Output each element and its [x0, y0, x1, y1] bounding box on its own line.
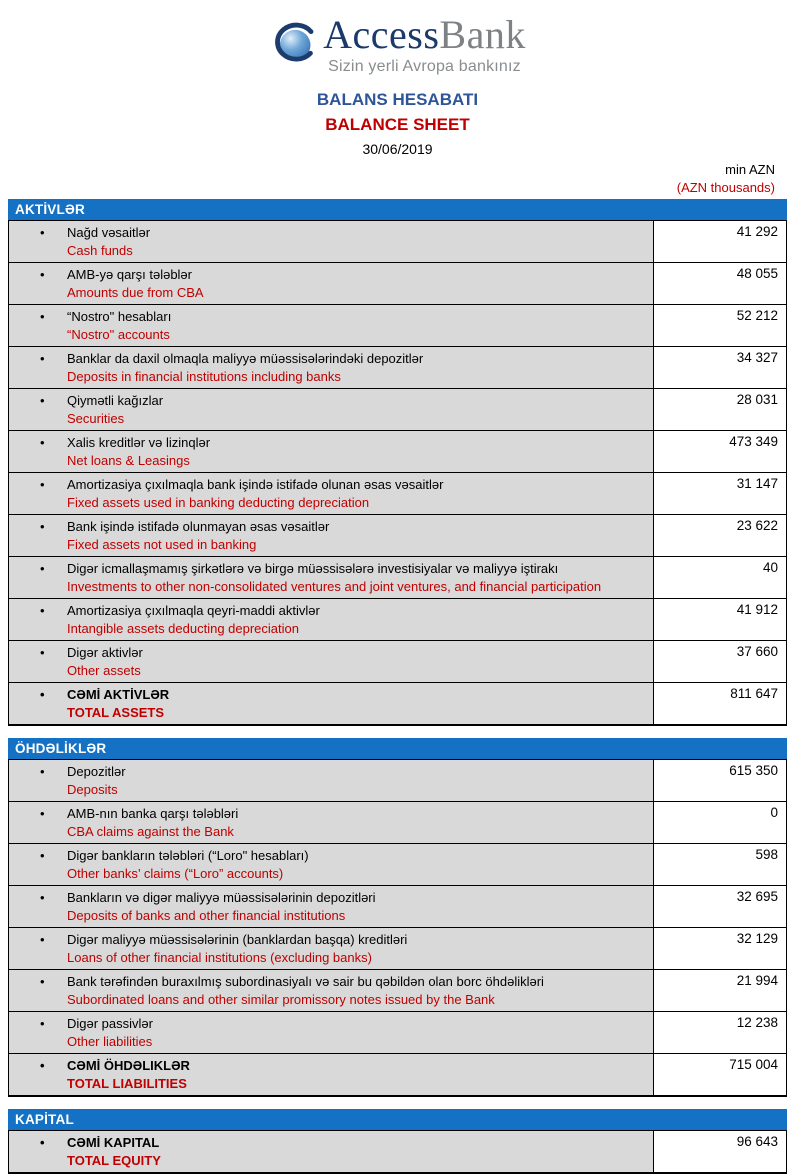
row-label-en: Deposits: [67, 781, 118, 797]
row-label-az: Digər aktivlər: [67, 645, 143, 660]
row-labels: [67, 391, 649, 427]
bullet-icon: •: [40, 435, 45, 450]
section-header: [8, 199, 787, 220]
row-label-en: Other liabilities: [67, 1033, 153, 1049]
row-value: 34 327: [653, 347, 786, 388]
row-label-az: Bankların və digər maliyyə müəssisələrinin depozitləri: [67, 890, 376, 905]
bullet-icon: •: [40, 806, 45, 821]
row-labels: [67, 517, 649, 553]
table-row: [9, 472, 786, 514]
row-labels: [67, 307, 649, 343]
bullet-icon: •: [40, 225, 45, 240]
balance-section: [8, 199, 787, 726]
table-row: [9, 304, 786, 346]
row-label-cell: [9, 683, 653, 724]
row-label-en: TOTAL LIABILITIES: [67, 1075, 187, 1091]
row-value: 715 004: [653, 1054, 786, 1095]
row-label-az: “Nostro" hesabları: [67, 309, 172, 324]
row-label-en: Deposits of banks and other financial institutions: [67, 907, 346, 923]
report-date: 30/06/2019: [362, 141, 433, 157]
table-row: [9, 801, 786, 843]
row-label-cell: [9, 928, 653, 969]
row-label-en: Net loans & Leasings: [67, 452, 190, 468]
row-label-az: Bank işində istifadə olunmayan əsas vəsaitlər: [67, 519, 330, 534]
accessbank-logo: [8, 12, 787, 76]
row-label-az: Nağd vəsaitlər: [67, 225, 151, 240]
row-label-az: Amortizasiya çıxılmaqla qeyri-maddi aktivlər: [67, 603, 320, 618]
row-label-cell: [9, 641, 653, 682]
table-row: [9, 969, 786, 1011]
row-label-en: Other assets: [67, 662, 141, 678]
row-label-cell: [9, 1131, 653, 1172]
row-value: 48 055: [653, 263, 786, 304]
bullet-icon: •: [40, 477, 45, 492]
row-labels: [67, 972, 649, 1008]
row-value: 32 695: [653, 886, 786, 927]
bullet-icon: •: [40, 764, 45, 779]
table-row: [9, 927, 786, 969]
table-row: [9, 1011, 786, 1053]
row-label-az: Digər maliyyə müəssisələrinin (banklardan başqa) kreditləri: [67, 932, 408, 947]
bullet-icon: •: [40, 1135, 45, 1150]
row-label-en: Fixed assets used in banking deducting depreciation: [67, 494, 370, 510]
balance-section: [8, 738, 787, 1097]
row-label-az: AMB-nın banka qarşı tələbləri: [67, 806, 239, 821]
row-label-cell: [9, 844, 653, 885]
row-labels: [67, 223, 649, 259]
row-labels: [67, 1056, 649, 1092]
bullet-icon: •: [40, 351, 45, 366]
brand-tagline: Sizin yerli Avropa bankınız: [328, 58, 521, 75]
row-label-az: Depozitlər: [67, 764, 126, 779]
row-label-az: Bank tərəfindən buraxılmış subordinasiyalı və sair bu qəbildən olan borc öhdəlikləri: [67, 974, 544, 989]
row-label-cell: [9, 802, 653, 843]
row-label-az: Digər icmallaşmamış şirkətlərə və birgə müəssisələrə investisiyalar və maliyyə iştirakı: [67, 561, 559, 576]
row-label-cell: [9, 515, 653, 556]
bullet-icon: •: [40, 309, 45, 324]
row-label-az: Digər passivlər: [67, 1016, 153, 1031]
table-row: [9, 346, 786, 388]
row-labels: [67, 643, 649, 679]
row-labels: [67, 559, 649, 595]
row-label-en: Other banks’ claims (“Loro” accounts): [67, 865, 284, 881]
bullet-icon: •: [40, 974, 45, 989]
row-label-en: Loans of other financial institutions (excluding banks): [67, 949, 372, 965]
globe-icon: [269, 18, 319, 73]
row-labels: [67, 1014, 649, 1050]
logo-text-block: [323, 12, 526, 76]
row-label-az: CƏMİ KAPITAL: [67, 1135, 160, 1150]
row-label-cell: [9, 389, 653, 430]
section-body: [8, 759, 787, 1097]
table-row: [9, 885, 786, 927]
row-value: 23 622: [653, 515, 786, 556]
row-value: 41 912: [653, 599, 786, 640]
row-label-en: CBA claims against the Bank: [67, 823, 234, 839]
row-label-az: Amortizasiya çıxılmaqla bank işində istifadə olunan əsas vəsaitlər: [67, 477, 444, 492]
row-label-az: Qiymətli kağızlar: [67, 393, 164, 408]
row-value: 811 647: [653, 683, 786, 724]
row-value: 41 292: [653, 221, 786, 262]
brand-bank: Bank: [439, 12, 526, 57]
brand-name: [323, 12, 526, 58]
table-row: [9, 514, 786, 556]
row-value: 96 643: [653, 1131, 786, 1172]
row-label-az: CƏMİ ÖHDƏLIKLƏR: [67, 1058, 190, 1073]
balance-table: [8, 199, 787, 1174]
bullet-icon: •: [40, 848, 45, 863]
row-value: 615 350: [653, 760, 786, 801]
row-labels: [67, 804, 649, 840]
section-title: KAPİTAL: [15, 1112, 74, 1127]
row-labels: [67, 685, 649, 721]
table-row: [9, 640, 786, 682]
row-value: 12 238: [653, 1012, 786, 1053]
bullet-icon: •: [40, 267, 45, 282]
brand-access: Access: [323, 12, 440, 57]
row-label-en: Intangible assets deducting depreciation: [67, 620, 299, 636]
row-label-en: Deposits in financial institutions including banks: [67, 368, 341, 384]
balance-section: [8, 1109, 787, 1174]
section-header: [8, 1109, 787, 1130]
row-labels: [67, 930, 649, 966]
section-title: AKTİVLƏR: [15, 202, 85, 217]
bullet-icon: •: [40, 645, 45, 660]
row-labels: [67, 846, 649, 882]
row-label-cell: [9, 1054, 653, 1095]
row-label-en: TOTAL ASSETS: [67, 704, 165, 720]
row-label-az: Digər bankların tələbləri (“Loro" hesabları): [67, 848, 309, 863]
unit-label-az: min AZN: [725, 162, 775, 177]
row-value: 0: [653, 802, 786, 843]
row-value: 473 349: [653, 431, 786, 472]
table-row: [9, 682, 786, 724]
row-label-cell: [9, 305, 653, 346]
table-row: [9, 598, 786, 640]
row-value: 598: [653, 844, 786, 885]
row-label-en: Cash funds: [67, 242, 133, 258]
table-row: [9, 1053, 786, 1095]
section-body: [8, 1130, 787, 1174]
row-label-cell: [9, 557, 653, 598]
row-label-az: Banklar da daxil olmaqla maliyyə müəssisələrindəki depozitlər: [67, 351, 424, 366]
row-label-en: Amounts due from CBA: [67, 284, 204, 300]
bullet-icon: •: [40, 1016, 45, 1031]
row-label-cell: [9, 1012, 653, 1053]
row-label-cell: [9, 221, 653, 262]
row-labels: [67, 762, 649, 798]
row-value: 32 129: [653, 928, 786, 969]
bullet-icon: •: [40, 890, 45, 905]
bullet-icon: •: [40, 519, 45, 534]
table-row: [9, 262, 786, 304]
units-block: [8, 161, 787, 197]
row-labels: [67, 1133, 649, 1169]
row-label-en: “Nostro" accounts: [67, 326, 170, 342]
table-row: [9, 1131, 786, 1172]
row-labels: [67, 601, 649, 637]
bullet-icon: •: [40, 393, 45, 408]
bullet-icon: •: [40, 1058, 45, 1073]
table-row: [9, 843, 786, 885]
row-label-cell: [9, 599, 653, 640]
table-row: [9, 760, 786, 801]
row-label-az: AMB-yə qarşı tələblər: [67, 267, 192, 282]
row-label-cell: [9, 431, 653, 472]
row-label-en: TOTAL EQUITY: [67, 1152, 161, 1168]
table-row: [9, 430, 786, 472]
row-value: 40: [653, 557, 786, 598]
report-title-az: BALANS HESABATI: [316, 90, 479, 109]
row-label-az: Xalis kreditlər və lizinqlər: [67, 435, 211, 450]
bullet-icon: •: [40, 603, 45, 618]
section-body: [8, 220, 787, 726]
row-label-en: Investments to other non-consolidated ventures and joint ventures, and financial participation: [67, 578, 602, 594]
unit-label-en: (AZN thousands): [676, 180, 775, 195]
report-title-en: BALANCE SHEET: [325, 115, 470, 134]
row-labels: [67, 349, 649, 385]
row-labels: [67, 888, 649, 924]
row-labels: [67, 433, 649, 469]
row-value: 28 031: [653, 389, 786, 430]
row-value: 52 212: [653, 305, 786, 346]
row-value: 31 147: [653, 473, 786, 514]
section-header: [8, 738, 787, 759]
bullet-icon: •: [40, 932, 45, 947]
row-label-cell: [9, 886, 653, 927]
row-label-cell: [9, 263, 653, 304]
row-label-cell: [9, 760, 653, 801]
table-row: [9, 221, 786, 262]
bullet-icon: •: [40, 561, 45, 576]
row-value: 21 994: [653, 970, 786, 1011]
row-label-cell: [9, 970, 653, 1011]
table-row: [9, 556, 786, 598]
row-labels: [67, 265, 649, 301]
section-title: ÖHDƏLİKLƏR: [15, 741, 107, 756]
row-label-en: Fixed assets not used in banking: [67, 536, 257, 552]
row-label-en: Subordinated loans and other similar promissory notes issued by the Bank: [67, 991, 495, 1007]
row-labels: [67, 475, 649, 511]
row-value: 37 660: [653, 641, 786, 682]
bullet-icon: •: [40, 687, 45, 702]
row-label-cell: [9, 347, 653, 388]
table-row: [9, 388, 786, 430]
row-label-az: CƏMİ AKTİVLƏR: [67, 687, 170, 702]
row-label-cell: [9, 473, 653, 514]
row-label-en: Securities: [67, 410, 125, 426]
